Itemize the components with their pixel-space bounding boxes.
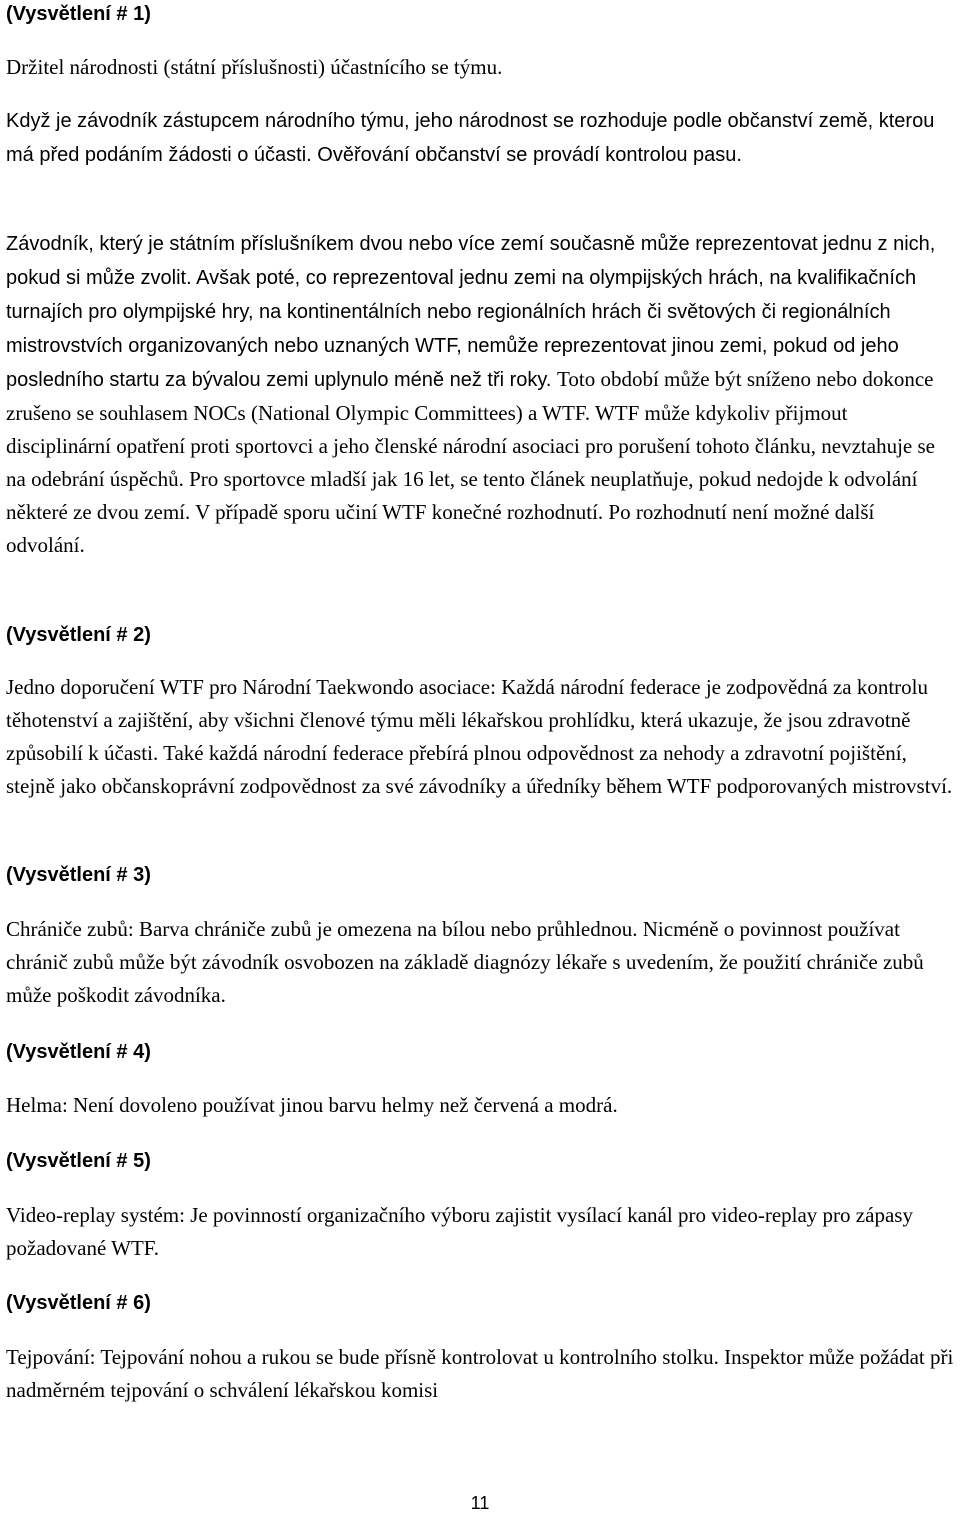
section-heading-1: (Vysvětlení # 1) <box>6 3 151 25</box>
paragraph-text: Jedno doporučení WTF pro Národní Taekwondo asociace: Každá národní federace je zodpovědná za kontrolu těhotenství a zajištění, aby všichni členové týmu měli lékařskou prohlídku, která ukazuje, že jsou zdravotně způsobilí k účasti. Také každá národní federace přebírá plnou odpovědnost za nehody a zdravotní pojištění, stejně jako občanskoprávní zodpovědnost za své závodníky a úředníky během WTF podporovaných mistrovství. <box>6 675 953 798</box>
section-heading-6: (Vysvětlení # 6) <box>6 1292 151 1314</box>
paragraph-1-2 <box>6 104 954 172</box>
paragraph-text: Tejpování: Tejpování nohou a rukou se bude přísně kontrolovat u kontrolního stolku. Inspektor může požádat při nadměrném tejpování o schválení lékařskou komisi <box>6 1345 954 1402</box>
section-heading-4: (Vysvětlení # 4) <box>6 1041 151 1063</box>
page-number: 11 <box>470 1493 490 1513</box>
section-heading-2: (Vysvětlení # 2) <box>6 624 151 646</box>
paragraph-text-sans: Avšak poté, co reprezentoval jednu zemi na olympijských hrách, na kvalifikačních turnajích pro olympijské hry, na kontinentálních nebo regionálních hrách či světových či regionálních mistrovstvích organizovaných nebo uznaných WTF, nemůže reprezentovat jinou zemi, pokud od jeho posledního startu za bývalou zemi uplynulo méně než tři roky. <box>6 267 917 391</box>
paragraph-text: Helma: Není dovoleno používat jinou barvu helmy než červená a modrá. <box>6 1093 618 1117</box>
section-heading-3: (Vysvětlení # 3) <box>6 864 151 886</box>
paragraph-text: Držitel národnosti (státní příslušnosti) účastnícího se týmu. <box>6 55 503 79</box>
paragraph-1-1 <box>6 51 954 84</box>
paragraph-6-1 <box>6 1341 954 1407</box>
paragraph-text-serif: Toto období může být sníženo nebo dokonce zrušeno se souhlasem NOCs (National Olympic Committees) a WTF. WTF může kdykoliv přijmout disciplinární opatření proti sportovci a jeho členské národní asociaci pro porušení tohoto článku, nevztahuje se na odebrání úspěchů. Pro sportovce mladší jak 16 let, se tento článek neuplatňuje, pokud nedojde k odvolání některé ze dvou zemí. V případě sporu učiní WTF konečné rozhodnutí. Po rozhodnutí není možné další odvolání. <box>6 367 935 557</box>
paragraph-4-1 <box>6 1089 954 1122</box>
paragraph-2-1 <box>6 671 954 803</box>
section-heading-5: (Vysvětlení # 5) <box>6 1150 151 1172</box>
paragraph-text: Chrániče zubů: Barva chrániče zubů je omezena na bílou nebo průhlednou. Nicméně o povinnost používat chránič zubů může být závodník osvobozen na základě diagnózy lékaře s uvedením, že použití chrániče zubů může poškodit závodníka. <box>6 917 924 1007</box>
paragraph-5-1 <box>6 1199 954 1265</box>
paragraph-text: Když je závodník zástupcem národního týmu, jeho národnost se rozhoduje podle občanství země, kterou má před podáním žádosti o účasti. Ověřování občanství se provádí kontrolou pasu. <box>6 110 935 166</box>
paragraph-1-3 <box>6 227 954 562</box>
paragraph-text-sans: Závodník, který je státním příslušníkem dvou nebo více zemí současně může reprezentovat jednu z nich, pokud si může zvolit. <box>6 233 936 289</box>
paragraph-text: Video-replay systém: Je povinností organizačního výboru zajistit vysílací kanál pro video-replay pro zápasy požadované WTF. <box>6 1203 913 1260</box>
paragraph-3-1 <box>6 913 954 1012</box>
